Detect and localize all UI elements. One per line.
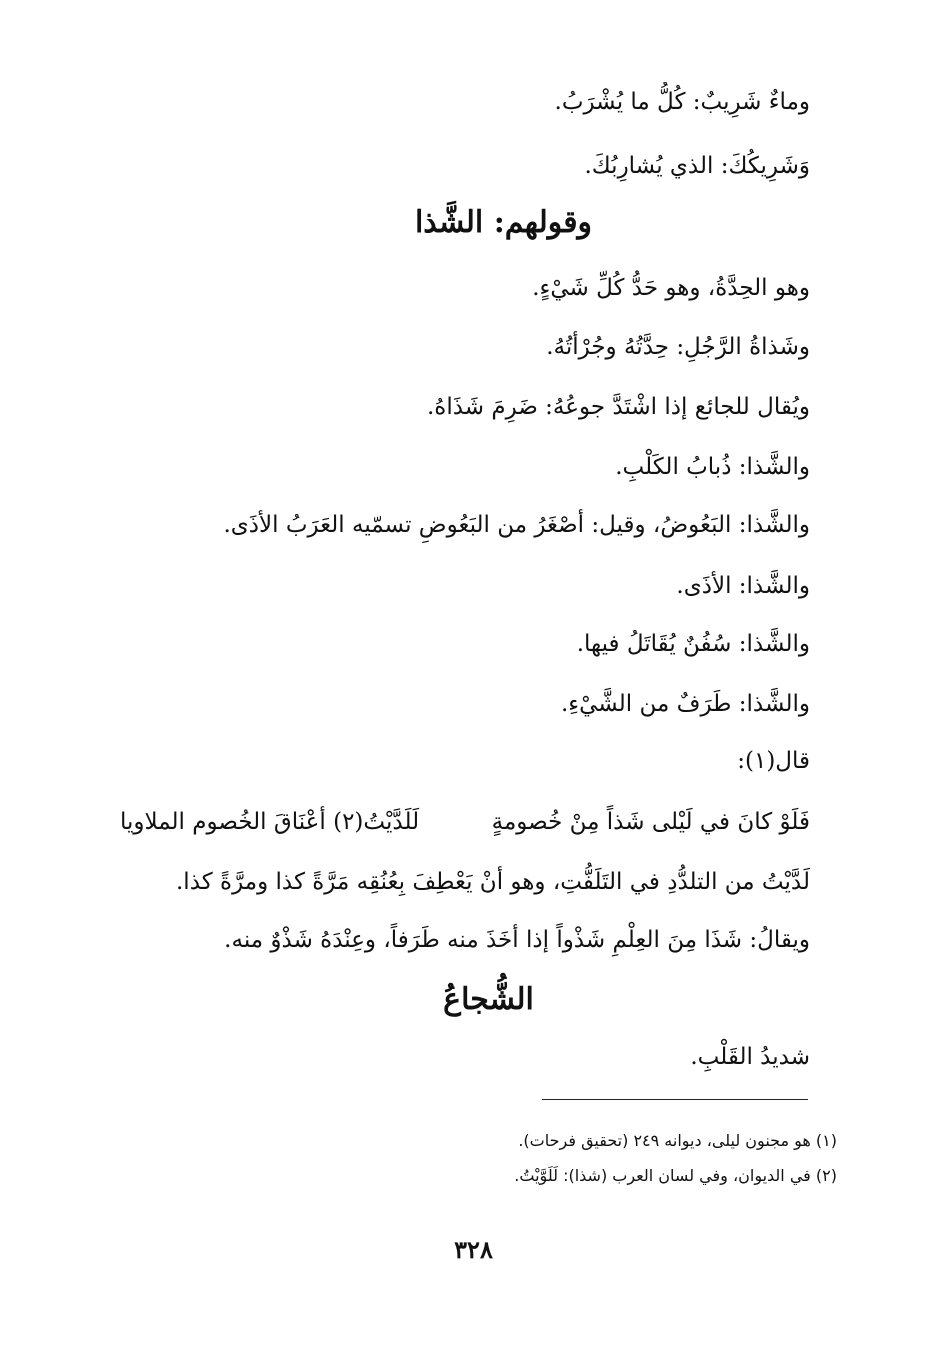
text-line: وَشَرِيكُكَ: الذي يُشارِبُكَ.: [584, 153, 810, 179]
poetry-verse: [120, 800, 810, 844]
text-line: لَدَّيْتُ من التلدُّدِ في التَلَفُّتِ، وهو أنْ يَعْطِفَ بِعُنُقِه مَرَّةً كذا ومرَّةً كذا.: [176, 869, 810, 895]
section-heading: الشُّجاعُ: [443, 982, 534, 1017]
text-line: والشَّذا: سُفُنٌ يُقَاتَلُ فيها.: [576, 631, 810, 657]
footnote: (٢) في الديوان، وفي لسان العرب (شذا): لَلَوَّيْتُ.: [514, 1166, 837, 1185]
text-line: والشَّذا: الأذَى.: [676, 573, 810, 599]
text-line: والشَّذا: طَرَفٌ من الشَّيْءِ.: [560, 691, 810, 717]
footnote-divider: [542, 1099, 808, 1100]
text-line: وشَذاةُ الرَّجُلِ: حِدَّتُهُ وجُرْأتُهُ.: [546, 334, 810, 360]
footnote: (١) هو مجنون ليلى، ديوانه ٢٤٩ (تحقيق فرحات).: [518, 1131, 837, 1150]
text-line: والشَّذا: ذُبابُ الكَلْبِ.: [615, 454, 810, 480]
text-line: ويقالُ: شَذَا مِنَ العِلْمِ شَذْواً إذا أخَذَ منه طَرَفاً، وعِنْدَهُ شَذْوٌ منه.: [224, 927, 810, 953]
text-line: والشَّذا: البَعُوضُ، وقيل: أصْغَرُ من البَعُوضِ تسمّيه العَرَبُ الأذَى.: [223, 512, 810, 538]
text-line: قال(١):: [737, 748, 810, 774]
verse-first-hemistich: فَلَوْ كانَ في لَيْلى شَذاً مِنْ خُصومةٍ: [491, 809, 810, 835]
text-line: ويُقال للجائع إذا اشْتَدَّ جوعُهُ: ضَرِمَ شَذَاهُ.: [426, 394, 810, 420]
verse-second-hemistich: لَلَدَّيْتُ(٢) أعْنَاقَ الخُصوم الملاويا: [120, 809, 420, 835]
text-line: وهو الحِدَّةُ، وهو حَدُّ كُلِّ شَيْءٍ.: [532, 275, 810, 301]
text-line: شديدُ القَلْبِ.: [690, 1044, 810, 1070]
text-line: وماءٌ شَرِيبٌ: كُلُّ ما يُشْرَبُ.: [554, 89, 810, 115]
section-heading: وقولهم: الشَّذا: [414, 205, 593, 240]
page-number: ٣٢٨: [454, 1235, 493, 1264]
